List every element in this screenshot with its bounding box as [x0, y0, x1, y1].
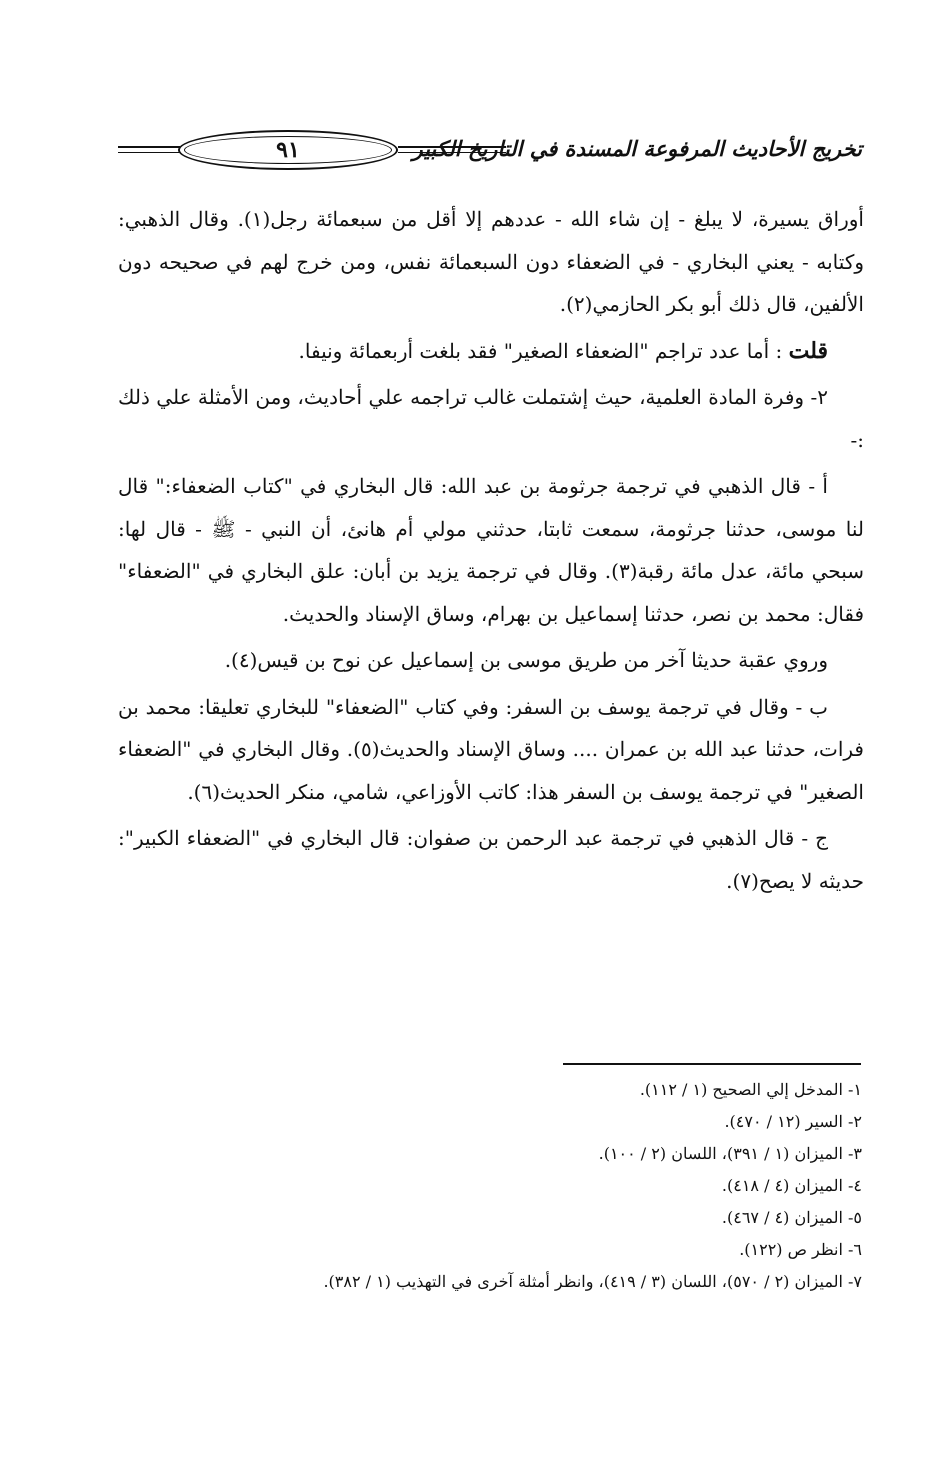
paragraph: أوراق يسيرة، لا يبلغ - إن شاء الله - عددهم إلا أقل من سبعمائة رجل(١). وقال الذهبي: وكتابه - يعني البخاري - في الضعفاء دون السبعمائة نفس، ومن خرج لهم في صحيحه دون الألفين، قال ذلك أبو بكر الحازمي(٢). [118, 207, 864, 316]
paragraph-text: : أما عدد تراجم "الضعفاء الصغير" فقد بلغت أربعمائة ونيفا. [298, 338, 783, 363]
header-rule-left [118, 146, 180, 148]
footnote: ٤- الميزان (٤ / ٤١٨). [721, 1176, 862, 1195]
main-text [118, 198, 864, 906]
paragraph: وروي عقبة حديثا آخر من طريق موسى بن إسماعيل عن نوح بن قيس(٤). [224, 648, 828, 672]
footnote: ٣- الميزان (١ / ٣٩١)، اللسان (٢ / ١٠٠). [598, 1144, 862, 1163]
paragraph-lead: قلت [788, 337, 828, 364]
footnotes [118, 1074, 862, 1298]
paragraph [118, 330, 864, 373]
page-number-frame [178, 130, 398, 170]
footnote: ٧- الميزان (٢ / ٥٧٠)، اللسان (٣ / ٤١٩)، وانظر أمثلة آخرى في التهذيب (١ / ٣٨٢). [323, 1272, 862, 1291]
footnote: ٥- الميزان (٤ / ٤٦٧). [721, 1208, 862, 1227]
running-header [118, 128, 862, 178]
paragraph: ب - وقال في ترجمة يوسف بن السفر: وفي كتاب "الضعفاء" للبخاري تعليقا: محمد بن فرات، حدثنا عبد الله بن عمران .... وساق الإسناد والحديث(٥). وقال البخاري في "الضعفاء الصغير" في ترجمة يوسف بن السفر هذا: كاتب الأوزاعي، شامي، منكر الحديث(٦). [118, 694, 864, 804]
paragraph: ج - قال الذهبي في ترجمة عبد الرحمن بن صفوان: قال البخاري في "الضعفاء الكبير": حديثه لا يصح(٧). [118, 826, 864, 893]
paragraph: أ - قال الذهبي في ترجمة جرثومة بن عبد الله: قال البخاري في "كتاب الضعفاء:" قال لنا موسى، حدثنا جرثومة، سمعت ثابتا، حدثني مولي أم هانئ، أن النبي - ﷺ - قال لها: سبحي مائة، عدل مائة رقبة(٣). وقال في ترجمة يزيد بن أبان: علق البخاري في "الضعفاء" فقال: محمد بن نصر، حدثنا إسماعيل بن بهرام، وساق الإسناد والحديث. [118, 474, 865, 626]
footnote-divider [563, 1063, 861, 1065]
footnote: ٢- السير (١٢ / ٤٧٠). [724, 1112, 862, 1131]
header-title: تخريج الأحاديث المرفوعة المسندة في التاريخ الكبير [412, 136, 862, 161]
paragraph: ٢- وفرة المادة العلمية، حيث إشتملت غالب تراجمه علي أحاديث، ومن الأمثلة علي ذلك :- [118, 385, 864, 452]
page-number: ٩١ [276, 137, 300, 163]
header-rule-left [118, 152, 180, 153]
footnote: ١- المدخل إلي الصحيح (١ / ١١٢). [639, 1080, 862, 1099]
footnote: ٦- انظر ص (١٢٢). [739, 1240, 862, 1259]
